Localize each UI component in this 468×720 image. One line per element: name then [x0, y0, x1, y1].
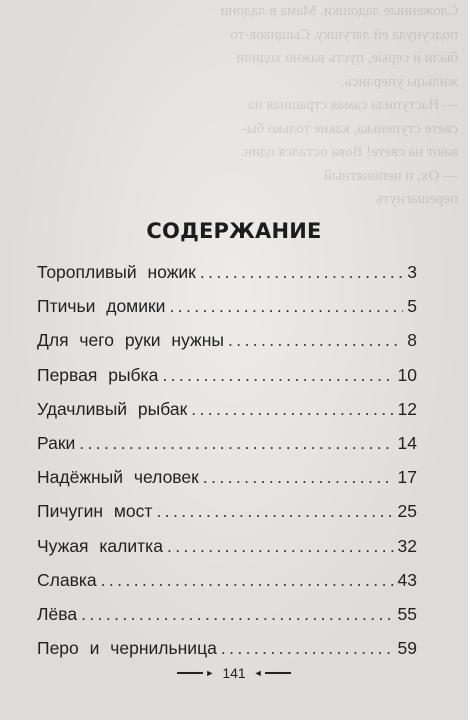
table-of-contents [37, 262, 417, 672]
footer-rule-right [265, 672, 291, 674]
toc-entry-title: Славка [37, 569, 97, 590]
page-footer [0, 665, 468, 681]
toc-entry [37, 262, 417, 296]
toc-entry [37, 536, 417, 570]
toc-leader-dots [221, 638, 394, 659]
toc-entry-title: Надёжный человек [37, 467, 199, 488]
toc-entry-title: Перо и чернильница [37, 638, 217, 659]
toc-leader-dots [156, 501, 393, 522]
toc-entry-title: Для чего руки нужны [37, 330, 224, 351]
toc-leader-dots [169, 296, 403, 317]
bleed-line: свете ступенька, какие только бы- [241, 120, 458, 137]
toc-entry-page: 17 [397, 467, 417, 488]
toc-entry [37, 399, 417, 433]
toc-leader-dots [101, 570, 394, 591]
toc-leader-dots [81, 604, 393, 625]
toc-leader-dots [79, 433, 393, 454]
toc-leader-dots [203, 467, 394, 488]
toc-entry-title: Птичьи домики [37, 296, 166, 317]
toc-entry-title: Торопливый ножик [37, 262, 196, 282]
toc-entry [37, 570, 417, 604]
bleed-line: Сложенные ладошки. Мама в ладони [220, 3, 458, 19]
toc-entry [37, 330, 417, 364]
toc-entry [37, 501, 417, 535]
toc-entry-page: 32 [397, 535, 417, 556]
toc-entry [37, 467, 417, 501]
toc-entry [37, 365, 417, 399]
toc-entry-title: Пичугин мост [37, 501, 153, 522]
bleed-line: были и серые, пусть важно ходили [236, 50, 458, 66]
bleed-line: — Ох, и непонятный [323, 167, 458, 184]
bleed-line: — Наступила самая страшная на [247, 97, 458, 113]
toc-entry [37, 604, 417, 638]
bleed-line: вают на свете! Вова остался один. [240, 144, 458, 160]
toc-entry-page: 10 [397, 364, 417, 385]
toc-entry-page: 14 [397, 432, 417, 453]
toc-entry-page: 12 [397, 398, 417, 419]
footer-rule-left [177, 672, 203, 674]
toc-entry-title: Удачливый рыбак [37, 398, 188, 419]
toc-leader-dots [162, 365, 393, 386]
toc-entry-page: 59 [397, 638, 417, 659]
toc-entry-page: 55 [397, 603, 417, 624]
bleed-line: перешагнуть [375, 191, 458, 207]
bleed-through-text [18, 0, 458, 250]
arrow-left-icon: ◄ [253, 668, 263, 678]
toc-entry-page: 8 [407, 330, 417, 351]
toc-entry-page: 5 [407, 296, 417, 317]
toc-entry-page: 25 [397, 501, 417, 522]
toc-entry [37, 296, 417, 330]
toc-entry-page: 43 [397, 569, 417, 590]
toc-leader-dots [191, 399, 393, 420]
toc-leader-dots [167, 536, 394, 557]
toc-entry-title: Первая рыбка [37, 364, 159, 385]
toc-leader-dots [200, 262, 403, 283]
toc-leader-dots [228, 330, 403, 351]
toc-entry [37, 433, 417, 467]
bleed-line: жильцы уперлись. [341, 73, 458, 90]
page-number: 141 [222, 665, 246, 681]
section-title: СОДЕРЖАНИЕ [146, 219, 322, 243]
toc-entry-page: 3 [407, 262, 417, 282]
bleed-line: подсунула ей лягушку. Сыщиков-то [230, 26, 458, 43]
toc-entry-title: Чужая калитка [37, 535, 163, 556]
toc-entry-title: Раки [37, 432, 76, 453]
arrow-right-icon: ► [205, 668, 215, 678]
toc-entry-title: Лёва [37, 603, 78, 624]
